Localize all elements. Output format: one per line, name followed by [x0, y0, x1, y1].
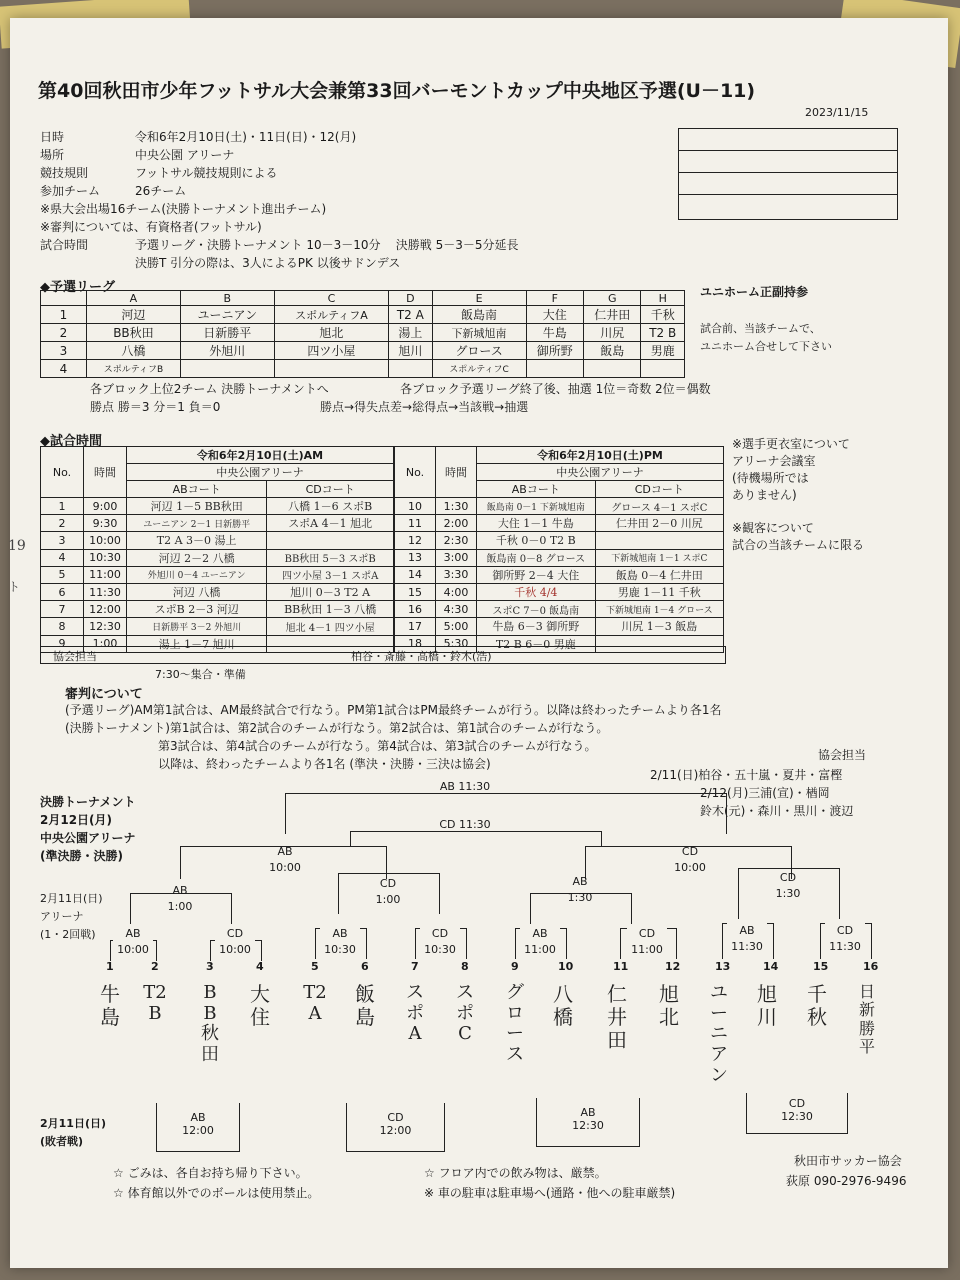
- seed-team: スポC: [456, 982, 474, 1045]
- schedule-row: 16 4:30 スポC 7－0 飯島南 下新城旭南 1－4 グロース: [395, 601, 724, 618]
- document-page: [10, 18, 948, 1268]
- info-teams: 参加チーム 26チーム: [40, 184, 187, 198]
- seed-team: T2A: [303, 982, 327, 1024]
- qf-4-label: CD 1:30: [775, 871, 801, 900]
- seed-number: 4: [256, 960, 264, 973]
- seed-number: 12: [665, 960, 681, 973]
- schedule-row: 4 10:30 河辺 2－2 八橋 BB秋田 5－3 スポB: [41, 549, 394, 566]
- schedule-am-table: No. 時間 令和6年2月10日(土)AM 中央公園アリーナ ABコート CDコート 1 9:00 河辺 1－5 BB秋田 八橋 1－6 スポB 2 9:30 ユーニアン 2－1 日新勝平 スポA 4－1 旭北 3 10:00 T2 A 3－0 湯上 4 10:30 河辺 2－2 八橋 BB秋田 5－3 スポB 5 11:00 外旭川 0－4 ユーニアン 四ツ小屋 3－1 スポA 6 11:30 河辺 八橋 旭川 0－3 T2 A 7 12:00 スポB 2－3 河辺 BB秋田 1－3 八橋 8 12:30 日新勝平 3－2 外旭川 旭北 4－1 四ツ小屋 9 1:00 湯上 1－7 旭川: [40, 446, 394, 653]
- league-rule-advance: 各ブロック上位2チーム 決勝トーナメントへ: [90, 382, 329, 396]
- qf-1-label: AB 1:00: [167, 884, 193, 913]
- uniform-title: ユニホーム正副持参: [700, 285, 809, 299]
- referee-line-3: 第3試合は、第4試合のチームが行なう。第4試合は、第3試合のチームが行なう。: [158, 739, 597, 753]
- referee-assoc-1: 2/11(日)柏谷・五十嵐・夏井・富樫: [650, 768, 843, 782]
- semi-left-label: AB 10:00: [269, 845, 301, 874]
- seed-number: 15: [813, 960, 829, 973]
- referee-assoc-2: 2/12(月)三浦(宣)・楢岡: [700, 786, 830, 800]
- block-a: A: [87, 291, 181, 306]
- block-h: H: [641, 291, 685, 306]
- consolation-3: AB 12:30: [536, 1098, 640, 1147]
- footer-note-balls: ☆ 体育館以外でのボールは使用禁止。: [113, 1186, 320, 1200]
- schedule-row: 15 4:00 千秋 4/4 男鹿 1－11 千秋: [395, 583, 724, 600]
- consolation-1: AB 12:00: [156, 1103, 240, 1152]
- schedule-row: 3 10:00 T2 A 3－0 湯上: [41, 532, 394, 549]
- final-label: AB 11:30: [439, 780, 491, 793]
- block-f: F: [526, 291, 583, 306]
- schedule-row: 18 5:30 T2 B 6－0 男鹿: [395, 635, 724, 652]
- consolation-2: CD 12:00: [346, 1103, 445, 1152]
- tournament-info: 決勝トーナメント 2月12日(月) 中央公園アリーナ (準決勝・決勝): [40, 795, 136, 863]
- seed-team: 牛島: [100, 982, 120, 1029]
- r1-7-label: AB 11:30: [727, 923, 767, 955]
- schedule-row: 14 3:30 御所野 2－4 大住 飯島 0－4 仁井田: [395, 566, 724, 583]
- r1-4-label: CD 10:30: [420, 926, 460, 958]
- seed-number: 7: [411, 960, 419, 973]
- referee-heading: 審判について: [65, 687, 143, 702]
- block-e: E: [432, 291, 526, 306]
- seed-team: スポA: [406, 982, 424, 1045]
- schedule-row: 17 5:00 牛島 6－3 御所野 川尻 1－3 飯島: [395, 618, 724, 635]
- schedule-row: 8 12:30 日新勝平 3－2 外旭川 旭北 4－1 四ツ小屋: [41, 618, 394, 635]
- document-date: 2023/11/15: [805, 106, 869, 119]
- schedule-row: 2 9:30 ユーニアン 2－1 日新勝平 スポA 4－1 旭北: [41, 515, 394, 532]
- consolation-4: CD 12:30: [746, 1093, 848, 1134]
- assembly-time: 7:30～集合・準備: [155, 668, 246, 681]
- league-ranking-order: 勝点→得失点差→総得点→当該戦→抽選: [320, 400, 529, 414]
- seed-team: 八橋: [553, 982, 573, 1029]
- footer-contact: 荻原 090-2976-9496: [786, 1174, 907, 1188]
- uniform-note-2: ユニホーム合せして下さい: [700, 340, 832, 353]
- seed-number: 13: [715, 960, 731, 973]
- info-venue: 場所 中央公園 アリーナ: [40, 148, 235, 162]
- info-note-referee: ※審判については、有資格者(フットサル): [40, 220, 262, 234]
- seed-team: 日新勝平: [858, 982, 875, 1057]
- league-points: 勝点 勝＝3 分＝1 負＝0: [90, 400, 221, 414]
- bracket-third: [350, 831, 602, 847]
- pm-title: 令和6年2月10日(土)PM: [477, 447, 724, 464]
- r1-5-label: AB 11:00: [520, 926, 560, 958]
- r1-8-label: CD 11:30: [825, 923, 865, 955]
- schedule-row: 11 2:00 大住 1－1 牛島 仁井田 2－0 川尻: [395, 515, 724, 532]
- league-row: 1 河辺 ユーニアン スポルティフA T2 A 飯島南 大住 仁井田 千秋: [41, 306, 685, 324]
- seed-number: 3: [206, 960, 214, 973]
- referee-line-1: (予選リーグ)AM第1試合は、AM最終試合で行なう。PM第1試合はPM最終チームが行う。以降は終わったチームより各1名: [65, 703, 722, 717]
- qf-3-label: AB 1:30: [567, 875, 593, 904]
- schedule-row: 7 12:00 スポB 2－3 河辺 BB秋田 1－3 八橋: [41, 601, 394, 618]
- seed-team: 仁井田: [607, 982, 627, 1052]
- seed-number: 8: [461, 960, 469, 973]
- block-d: D: [389, 291, 432, 306]
- r1-2-label: CD 10:00: [215, 926, 255, 958]
- schedule-pm-table: No. 時間 令和6年2月10日(土)PM 中央公園アリーナ ABコート CDコート 10 1:30 飯島南 0－1 下新城旭南 グロース 4－1 スポC 11 2:00 大住 1－1 牛島 仁井田 2－0 川尻 12 2:30 千秋 0－0 T2 B 13 3:00 飯島南 0－8 グロース 下新城旭南 1－1 スポC 14 3:30 御所野 2－4 大住 飯島 0－4 仁井田 15 4:00 千秋 4/4 男鹿 1－11 千秋 16 4:30 スポC 7－0 飯島南 下新城旭南 1－4 グロース 17 5:00 牛島 6－3 御所野 川尻 1－3 飯島 18 5:30 T2 B 6－0 男鹿: [394, 446, 724, 653]
- referee-line-2: (決勝トーナメント)第1試合は、第2試合のチームが行なう。第2試合は、第1試合のチームが行なう。: [65, 721, 609, 735]
- uniform-note-1: 試合前、当該チームで、: [700, 322, 821, 335]
- schedule-row: 10 1:30 飯島南 0－1 下新城旭南 グロース 4－1 スポC: [395, 498, 724, 515]
- footer-note-drinks: ☆ フロア内での飲み物は、厳禁。: [424, 1166, 607, 1180]
- margin-note-to: ト: [8, 580, 21, 594]
- bracket-final: [285, 793, 727, 834]
- assoc-row: 協会担当 柏谷・斎藤・高橋・鈴木(浩): [40, 646, 726, 664]
- seed-team: BB秋田: [201, 982, 219, 1066]
- info-tiebreak: 決勝T 引分の際は、3人によるPK 以後サドンデス: [135, 256, 401, 270]
- seed-team: 飯島: [355, 982, 375, 1029]
- seed-number: 2: [151, 960, 159, 973]
- footer-note-parking: ※ 車の駐車は駐車場へ(通路・他への駐車厳禁): [424, 1186, 676, 1200]
- margin-note-19: 19: [8, 538, 26, 554]
- league-row: 4 スポルティフB スポルティフC: [41, 360, 685, 378]
- semi-right-label: CD 10:00: [674, 845, 706, 874]
- schedule-heading: ◆試合時間: [40, 434, 102, 449]
- league-heading: ◆予選リーグ: [40, 280, 115, 295]
- block-c: C: [274, 291, 388, 306]
- referee-assoc-title: 協会担当: [818, 748, 867, 762]
- info-match-time: 試合時間 予選リーグ・決勝トーナメント 10－3－10分 決勝戦 5－3－5分延長: [40, 238, 519, 252]
- seed-team: 旭北: [659, 982, 679, 1029]
- info-date: 日時 令和6年2月10日(土)・11日(日)・12(月): [40, 130, 357, 144]
- changing-room-note: ※選手更衣室について アリーナ会議室 (待機場所では ありません): [732, 437, 850, 502]
- seed-team: ユーニアン: [710, 982, 728, 1086]
- seed-number: 9: [511, 960, 519, 973]
- info-rules: 競技規則 フットサル競技規則による: [40, 166, 278, 180]
- third-label: CD 11:30: [439, 818, 491, 831]
- footer-note-garbage: ☆ ごみは、各自お持ち帰り下さい。: [113, 1166, 308, 1180]
- seed-team: グロース: [506, 982, 524, 1066]
- league-rule-draw: 各ブロック予選リーグ終了後、抽選 1位＝奇数 2位＝偶数: [400, 382, 711, 396]
- schedule-row: 13 3:00 飯島南 0－8 グロース 下新城旭南 1－1 スポC: [395, 549, 724, 566]
- seed-team: 千秋: [807, 982, 827, 1029]
- referee-line-4: 以降は、終わったチームより各1名 (準決・決勝・三決は協会): [158, 757, 491, 771]
- blank-entry-box: [678, 128, 898, 220]
- schedule-row: 12 2:30 千秋 0－0 T2 B: [395, 532, 724, 549]
- referee-assoc-3: 鈴木(元)・森川・黒川・渡辺: [700, 804, 854, 818]
- seed-number: 1: [106, 960, 114, 973]
- seed-team: 大住: [250, 982, 270, 1029]
- footer-org: 秋田市サッカー協会: [794, 1154, 902, 1168]
- seed-number: 11: [613, 960, 629, 973]
- league-row: 3 八橋 外旭川 四ツ小屋 旭川 グロース 御所野 飯島 男鹿: [41, 342, 685, 360]
- spectator-note: ※観客について 試合の当該チームに限る: [732, 521, 865, 552]
- seed-number: 10: [558, 960, 574, 973]
- tournament-day1-info: 2月11日(日) アリーナ (1・2回戦): [40, 892, 103, 941]
- league-table: [40, 290, 685, 378]
- qf-2-label: CD 1:00: [375, 877, 401, 906]
- am-title: 令和6年2月10日(土)AM: [127, 447, 394, 464]
- document-title: 第40回秋田市少年フットサル大会兼第33回バーモントカップ中央地区予選(U－11): [38, 80, 756, 102]
- league-row: 2 BB秋田 日新勝平 旭北 湯上 下新城旭南 牛島 川尻 T2 B: [41, 324, 685, 342]
- r1-3-label: AB 10:30: [320, 926, 360, 958]
- seed-number: 6: [361, 960, 369, 973]
- schedule-row: 1 9:00 河辺 1－5 BB秋田 八橋 1－6 スポB: [41, 498, 394, 515]
- schedule-row: 9 1:00 湯上 1－7 旭川: [41, 635, 394, 652]
- consolation-info: 2月11日(日) (敗者戦): [40, 1117, 107, 1148]
- schedule-row: 5 11:00 外旭川 0－4 ユーニアン 四ツ小屋 3－1 スポA: [41, 566, 394, 583]
- r1-1-label: AB 10:00: [113, 926, 153, 958]
- seed-number: 5: [311, 960, 319, 973]
- block-g: G: [584, 291, 641, 306]
- seed-team: 旭川: [757, 982, 777, 1029]
- r1-6-label: CD 11:00: [627, 926, 667, 958]
- info-note-qualify: ※県大会出場16チーム(決勝トーナメント進出チーム): [40, 202, 327, 216]
- block-b: B: [180, 291, 274, 306]
- seed-team: T2B: [143, 982, 167, 1024]
- schedule-row: 6 11:30 河辺 八橋 旭川 0－3 T2 A: [41, 583, 394, 600]
- seed-number: 16: [863, 960, 879, 973]
- seed-number: 14: [763, 960, 779, 973]
